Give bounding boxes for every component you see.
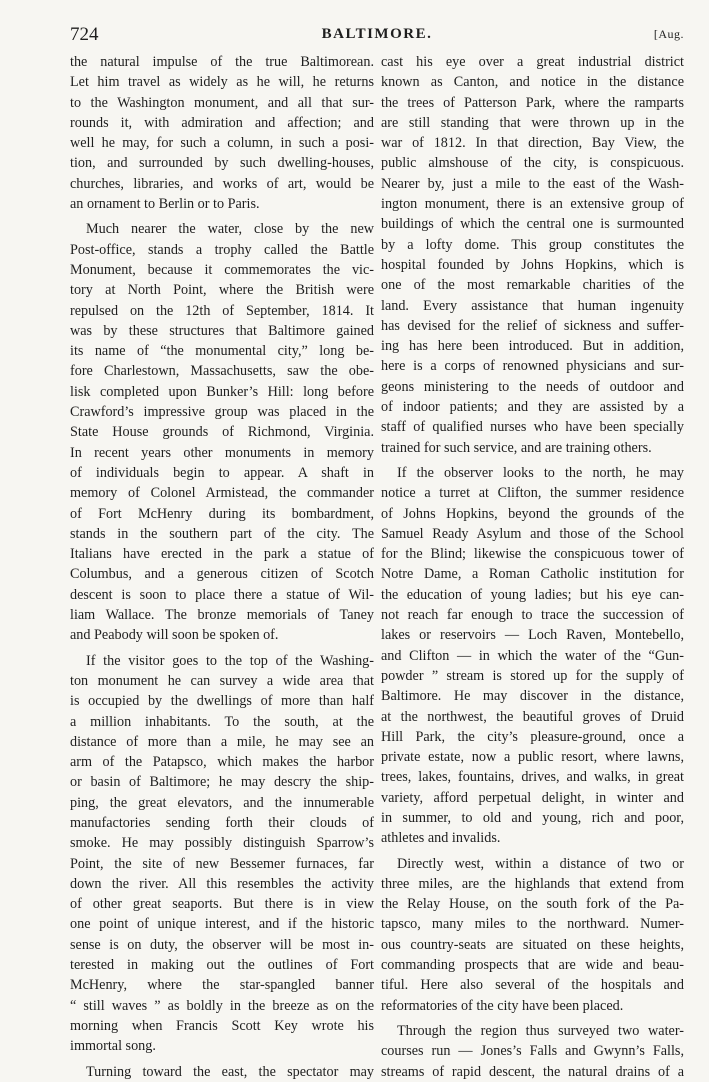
text-line: ping, the great elevators, and the innumerable <box>70 794 374 811</box>
text-line: repulsed on the 12th of September, 1814. It <box>70 302 374 319</box>
text-line: hospital founded by Johns Hopkins, which is <box>381 256 684 273</box>
text-line: lisk completed upon Bunker’s Hill: long before <box>70 383 374 400</box>
text-line: fore Charlestown, Massachusetts, saw the obe- <box>70 363 374 380</box>
text-line: Samuel Ready Asylum and those of the School <box>381 525 684 542</box>
text-line: public almshouse of the city, is conspicuous. <box>381 155 684 172</box>
text-line: well he may, for such a column, in such a posi- <box>70 135 374 152</box>
text-line: commanding prospects that are wide and beau- <box>381 957 684 974</box>
text-line: tapsco, many miles to the northward. Numer- <box>381 916 684 933</box>
text-line: was by these structures that Baltimore gained <box>70 322 374 339</box>
text-line: Hill Park, the city’s pleasure-ground, once a <box>381 728 684 745</box>
text-line: terested in making out the outlines of Fort <box>70 957 374 974</box>
text-line: ton monument he can survey a wide area that <box>70 672 374 689</box>
text-line: Notre Dame, a Roman Catholic institution for <box>381 566 684 583</box>
text-line: land. Every assistance that human ingenuity <box>381 297 684 314</box>
text-line: private estate, now a public resort, where lawns, <box>381 749 684 766</box>
text-line: by a lofty dome. This group constitutes the <box>381 236 684 253</box>
text-line: lakes or reservoirs — Loch Raven, Montebello, <box>381 627 684 644</box>
text-line: powder ” stream is stored up for the supply of <box>381 667 684 684</box>
right-text-column <box>381 52 684 1082</box>
text-line: Monument, because it commemorates the vic- <box>70 261 374 278</box>
text-line: reformatories of the city have been placed. <box>381 997 624 1014</box>
text-line: geons ministering to the needs of outdoor and <box>381 378 684 395</box>
running-header <box>70 24 684 54</box>
text-line: Let him travel as widely as he will, he returns <box>70 74 374 91</box>
text-line: not reach far enough to trace the succession of <box>381 607 684 624</box>
text-line: State House grounds of Richmond, Virginia. <box>70 424 374 441</box>
text-line: of indoor patients; and they are assisted by a <box>381 399 684 416</box>
text-line: Through the region thus surveyed two water- <box>397 1022 684 1039</box>
text-line: smoke. He may possibly distinguish Sparrow’s <box>70 835 374 852</box>
text-line: notice a turret at Clifton, the summer residence <box>381 485 684 502</box>
text-line: Italians have erected in the park a statue of <box>70 546 374 563</box>
text-line: variety, afford perpetual delight, in winter and <box>381 789 684 806</box>
text-line: tory at North Point, where the British were <box>70 282 374 299</box>
text-line: and Clifton — in which the water of the “Gun- <box>381 647 684 664</box>
text-line: the natural impulse of the true Baltimorean. <box>70 54 374 70</box>
text-line: manufactories sending forth their clouds of <box>70 814 374 831</box>
text-line: ous country-seats are situated on these heights, <box>381 936 684 953</box>
text-line: liam Wallace. The bronze memorials of Taney <box>70 607 374 624</box>
text-line: an ornament to Berlin or to Paris. <box>70 196 260 213</box>
text-line: Much nearer the water, close by the new <box>86 221 374 238</box>
text-line: distance of more than a mile, he may see an <box>70 733 374 750</box>
text-line: staff of qualified nurses who have been specially <box>381 419 684 436</box>
text-line: athletes and invalids. <box>381 830 501 847</box>
text-line: has devised for the relief of sickness and suffer- <box>381 317 684 334</box>
text-line: of individuals begin to appear. A shaft in <box>70 464 374 481</box>
text-line: arm of the Patapsco, which makes the harbor <box>70 754 374 771</box>
text-line: a million inhabitants. To the south, at the <box>70 713 374 730</box>
text-line: Turning toward the east, the spectator may <box>86 1063 374 1080</box>
text-line: war of 1812. In that direction, Bay View, the <box>381 135 684 152</box>
text-line: churches, libraries, and works of art, would be <box>70 175 374 192</box>
text-line: Point, the site of new Bessemer furnaces, far <box>70 855 374 872</box>
text-line: trained for such service, and are training others. <box>381 439 652 456</box>
running-date: [Aug. <box>653 27 684 41</box>
text-line: descent is soon to place there a statue of Wil- <box>70 586 374 603</box>
text-line: If the observer looks to the north, he may <box>397 464 684 481</box>
text-line: of Johns Hopkins, beyond the grounds of the <box>381 505 684 522</box>
text-line: one point of unique interest, and if the historic <box>70 916 374 933</box>
text-line: Baltimore. He may discover in the distance, <box>381 688 684 705</box>
text-line: in summer, to old and young, rich and poor, <box>381 809 684 826</box>
text-line: and Peabody will soon be spoken of. <box>70 627 279 644</box>
text-line: one of the most remarkable charities of the <box>381 277 684 294</box>
text-line: In recent years other monuments in memory <box>70 444 374 461</box>
text-line: cast his eye over a great industrial district <box>381 54 684 70</box>
text-line: its name of “the monumental city,” long be- <box>70 343 374 360</box>
text-line: here is a corps of renowned physicians and sur- <box>381 358 684 375</box>
text-line: Directly west, within a distance of two or <box>397 855 684 872</box>
text-line: at the northwest, the beautiful groves of Druid <box>381 708 684 725</box>
text-line: “ still waves ” as boldly in the breeze as on the <box>70 997 374 1014</box>
text-line: Columbus, and a generous citizen of Scotch <box>70 566 374 583</box>
text-line: immortal song. <box>70 1038 156 1055</box>
text-line: of other great seaports. But there is in view <box>70 896 374 913</box>
text-line: for the Blind; likewise the conspicuous tower of <box>381 546 684 563</box>
text-line: buildings of which the central one is surmounted <box>381 216 684 233</box>
text-line: the trees of Patterson Park, where the ramparts <box>381 94 684 111</box>
text-line: sense is on duty, the observer will be most in- <box>70 936 374 953</box>
text-line: known as Canton, and notice in the distance <box>381 74 684 91</box>
text-line: stands in the southern part of the city. The <box>70 525 374 542</box>
text-line: streams of rapid descent, the natural drains of a <box>381 1063 684 1080</box>
text-line: rounds it, with admiration and affection; and <box>70 114 374 131</box>
text-line: memory of Colonel Armistead, the commander <box>70 485 374 502</box>
text-line: or basin of Baltimore; he may descry the ship- <box>70 774 374 791</box>
left-text-column <box>70 52 374 1082</box>
text-line: If the visitor goes to the top of the Washing- <box>86 652 374 669</box>
text-line: the Relay House, on the south fork of the Pa- <box>381 896 684 913</box>
text-line: three miles, are the highlands that extend from <box>381 875 684 892</box>
text-line: down the river. All this resembles the activity <box>70 875 374 892</box>
text-line: trees, lakes, fountains, drives, and walks, in great <box>381 769 684 786</box>
text-line: of Fort McHenry during its bombardment, <box>70 505 374 522</box>
text-line: courses run — Jones’s Falls and Gwynn’s Falls, <box>381 1043 684 1060</box>
text-line: ing has here been introduced. But in addition, <box>381 338 684 355</box>
page-number: 724 <box>70 24 99 45</box>
text-line: Post-office, stands a trophy called the Battle <box>70 241 374 258</box>
text-line: morning when Francis Scott Key wrote his <box>70 1017 374 1034</box>
text-line: is occupied by the dwellings of more than half <box>70 693 374 710</box>
running-title: BALTIMORE. <box>321 26 433 42</box>
text-line: tiful. Here also several of the hospitals and <box>381 977 684 994</box>
text-line: ington monument, there is an extensive group of <box>381 196 684 213</box>
text-line: tion, and surrounded by such dwelling-houses, <box>70 155 374 172</box>
text-line: Nearer by, just a mile to the east of the Wash- <box>381 175 684 192</box>
text-line: the education of young ladies; but his eye can- <box>381 586 684 603</box>
text-line: McHenry, where the star-spangled banner <box>70 977 374 994</box>
text-line: are still standing that were thrown up in the <box>381 114 684 131</box>
text-line: to the Washington monument, and all that sur- <box>70 94 374 111</box>
text-line: Crawford’s impressive group was placed in the <box>70 404 374 421</box>
